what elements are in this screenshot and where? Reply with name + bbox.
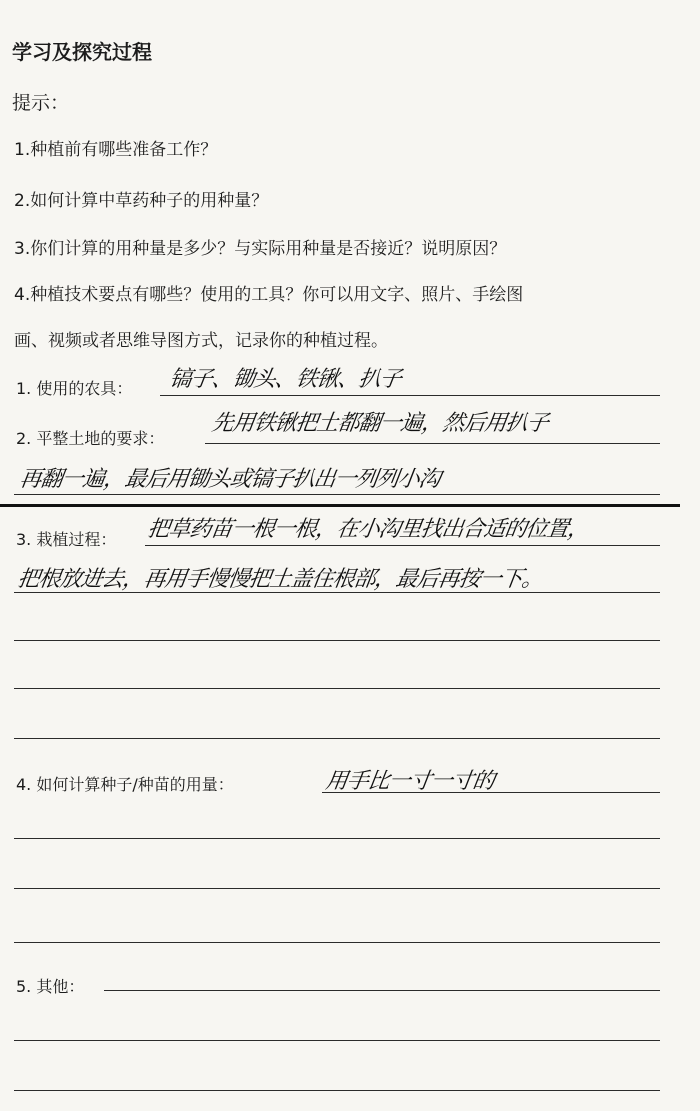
prompt-3: 3.你们计算的用种量是多少？与实际用种量是否接近？说明原因？ <box>14 239 507 259</box>
leveling-handwritten-answer-line2: 再翻一遍，最后用锄头或镐子扒出一列列小沟 <box>17 467 442 492</box>
answer-line <box>322 792 660 793</box>
answer-line <box>14 738 660 739</box>
section-title: 学习及探究过程 <box>12 40 152 64</box>
answer-line <box>145 545 660 546</box>
leveling-label: 2. 平整土地的要求： <box>16 429 165 448</box>
prompt-4-line2: 画、视频或者思维导图方式，记录你的种植过程。 <box>14 331 388 351</box>
seed-amount-handwritten-answer: 用手比一寸一寸的 <box>323 769 496 794</box>
answer-line <box>205 443 660 444</box>
answer-line <box>14 640 660 641</box>
prompt-1: 1.种植前有哪些准备工作？ <box>14 140 218 160</box>
answer-line <box>14 942 660 943</box>
answer-line <box>14 1090 660 1091</box>
answer-line <box>14 494 660 495</box>
divider-rule <box>0 504 680 507</box>
answer-line <box>160 395 660 396</box>
tools-label: 1. 使用的农具： <box>16 379 133 398</box>
prompt-4-line1: 4.种植技术要点有哪些？使用的工具？你可以用文字、照片、手绘图 <box>14 285 524 305</box>
leveling-handwritten-answer-line1: 先用铁锹把土都翻一遍，然后用扒子 <box>209 411 550 436</box>
planting-handwritten-answer-line1: 把草药苗一根一根，在小沟里找出合适的位置， <box>145 517 591 542</box>
tools-handwritten-answer: 镐子、锄头、铁锹、扒子 <box>167 367 403 392</box>
planting-label: 3. 栽植过程： <box>16 530 117 549</box>
answer-line <box>14 592 660 593</box>
answer-line <box>104 990 660 991</box>
answer-line <box>14 838 660 839</box>
tip-label: 提示： <box>12 92 70 114</box>
seed-amount-label: 4. 如何计算种子/种苗的用量： <box>16 775 234 794</box>
answer-line <box>14 1040 660 1041</box>
answer-line <box>14 688 660 689</box>
planting-handwritten-answer-line2: 把根放进去，再用手慢慢把土盖住根部，最后再按一下。 <box>15 567 545 592</box>
answer-line <box>14 888 660 889</box>
other-label: 5. 其他： <box>16 977 85 996</box>
prompt-2: 2.如何计算中草药种子的用种量？ <box>14 191 269 211</box>
